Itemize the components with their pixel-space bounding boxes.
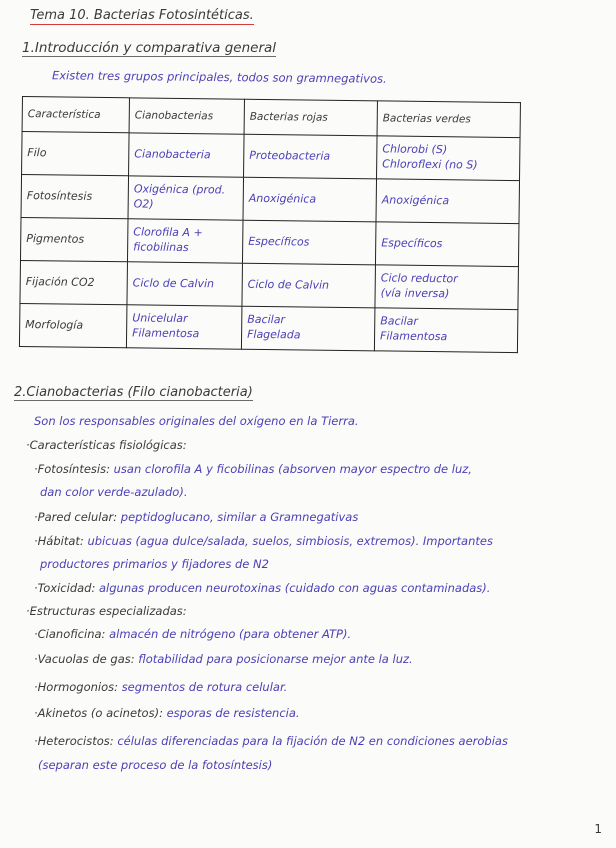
row-label: Fotosíntesis <box>21 175 129 219</box>
table-cell: Bacilar Flagelada <box>241 306 375 351</box>
list-item: ·Fotosíntesis: usan clorofila A y ficobilinas (absorven mayor espectro de luz, <box>34 462 472 476</box>
table-row <box>22 132 520 181</box>
table-cell: Clorofila A + ficobilinas <box>127 219 243 263</box>
table-row <box>21 175 519 224</box>
comparison-table <box>19 96 521 353</box>
item-text-continued: productores primarios y fijadores de N2 <box>40 557 269 571</box>
table-cell: Anoxigénica <box>376 179 520 224</box>
item-text: usan clorofila A y ficobilinas (absorven mayor espectro de luz, <box>113 462 472 476</box>
item-label: Hábitat: <box>37 534 84 548</box>
list-item: ·Toxicidad: algunas producen neurotoxinas (cuidado con aguas contaminadas). <box>34 581 491 595</box>
list-item: ·Hormogonios: segmentos de rotura celular. <box>34 680 288 694</box>
table-header-cell: Bacterias rojas <box>244 99 377 136</box>
physiology-heading-text: Características fisiológicas: <box>29 438 187 452</box>
table-cell: Unicelular Filamentosa <box>126 305 242 349</box>
table-row <box>19 303 517 352</box>
physiology-heading: ·Características fisiológicas: <box>26 438 187 452</box>
item-text: ubicuas (agua dulce/salada, suelos, simbiosis, extremos). Importantes <box>87 534 493 548</box>
row-label: Fijación CO2 <box>20 260 128 304</box>
table-row <box>20 260 518 309</box>
item-label: Vacuolas de gas: <box>37 652 135 666</box>
page-number: 1 <box>594 822 602 836</box>
item-label: Cianoficina: <box>37 627 106 641</box>
item-label: Heterocistos: <box>37 734 114 748</box>
item-text: segmentos de rotura celular. <box>121 680 288 694</box>
structures-heading-text: Estructuras especializadas: <box>29 604 187 618</box>
table-cell: Específicos <box>242 220 376 265</box>
item-text: esporas de resistencia. <box>166 706 300 720</box>
list-item: ·Pared celular: peptidoglucano, similar a Gramnegativas <box>34 510 359 524</box>
item-label: Hormogonios: <box>37 680 119 694</box>
item-label: Pared celular: <box>37 510 118 524</box>
row-label: Morfología <box>19 303 127 347</box>
table-cell: Ciclo reductor (vía inversa) <box>375 265 519 310</box>
section-2-intro: Son los responsables originales del oxígeno en la Tierra. <box>34 414 359 428</box>
item-label: Akinetos (o acinetos): <box>37 706 163 720</box>
item-text: algunas producen neurotoxinas (cuidado con aguas contaminadas). <box>99 581 491 595</box>
row-label: Filo <box>22 132 130 176</box>
section-1-intro: Existen tres grupos principales, todos son gramnegativos. <box>51 68 387 86</box>
item-text: peptidoglucano, similar a Gramnegativas <box>120 510 359 524</box>
table-cell: Cianobacteria <box>129 133 245 177</box>
table-cell: Proteobacteria <box>244 134 378 179</box>
item-label: Toxicidad: <box>37 581 96 595</box>
table-cell: Ciclo de Calvin <box>127 262 243 306</box>
table-header-cell: Bacterias verdes <box>377 101 520 138</box>
list-item: ·Akinetos (o acinetos): esporas de resistencia. <box>34 706 300 720</box>
table-header-cell: Característica <box>22 97 129 133</box>
item-text: flotabilidad para posicionarse mejor ante la luz. <box>138 652 413 666</box>
section-2-heading: 2.Cianobacterias (Filo cianobacteria) <box>14 385 253 400</box>
table-row <box>20 217 518 266</box>
table-cell: Bacilar Filamentosa <box>374 308 518 353</box>
page-title: Tema 10. Bacterias Fotosintéticas. <box>30 8 254 23</box>
table-cell: Oxigénica (prod. O2) <box>128 176 244 220</box>
structures-heading: ·Estructuras especializadas: <box>26 604 187 618</box>
table-cell: Anoxigénica <box>243 177 377 222</box>
row-label: Pigmentos <box>20 217 128 261</box>
item-label: Fotosíntesis: <box>37 462 110 476</box>
list-item: ·Vacuolas de gas: flotabilidad para posicionarse mejor ante la luz. <box>34 652 413 666</box>
table-cell: Específicos <box>375 222 519 267</box>
table-cell: Chlorobi (S) Chloroflexi (no S) <box>377 136 521 181</box>
list-item: ·Heterocistos: células diferenciadas para la fijación de N2 en condiciones aerobias <box>34 734 508 748</box>
table-cell: Ciclo de Calvin <box>242 263 376 308</box>
list-item: ·Cianoficina: almacén de nitrógeno (para obtener ATP). <box>34 627 352 641</box>
item-text-continued: dan color verde-azulado). <box>40 485 188 499</box>
item-text: células diferenciadas para la fijación de N2 en condiciones aerobias <box>117 734 508 748</box>
item-text-continued: (separan este proceso de la fotosíntesis) <box>38 758 273 772</box>
table-header-cell: Cianobacterias <box>129 98 244 134</box>
section-1-heading: 1.Introducción y comparativa general <box>22 40 277 56</box>
item-text: almacén de nitrógeno (para obtener ATP). <box>109 627 352 641</box>
list-item: ·Hábitat: ubicuas (agua dulce/salada, suelos, simbiosis, extremos). Importantes <box>34 534 493 548</box>
